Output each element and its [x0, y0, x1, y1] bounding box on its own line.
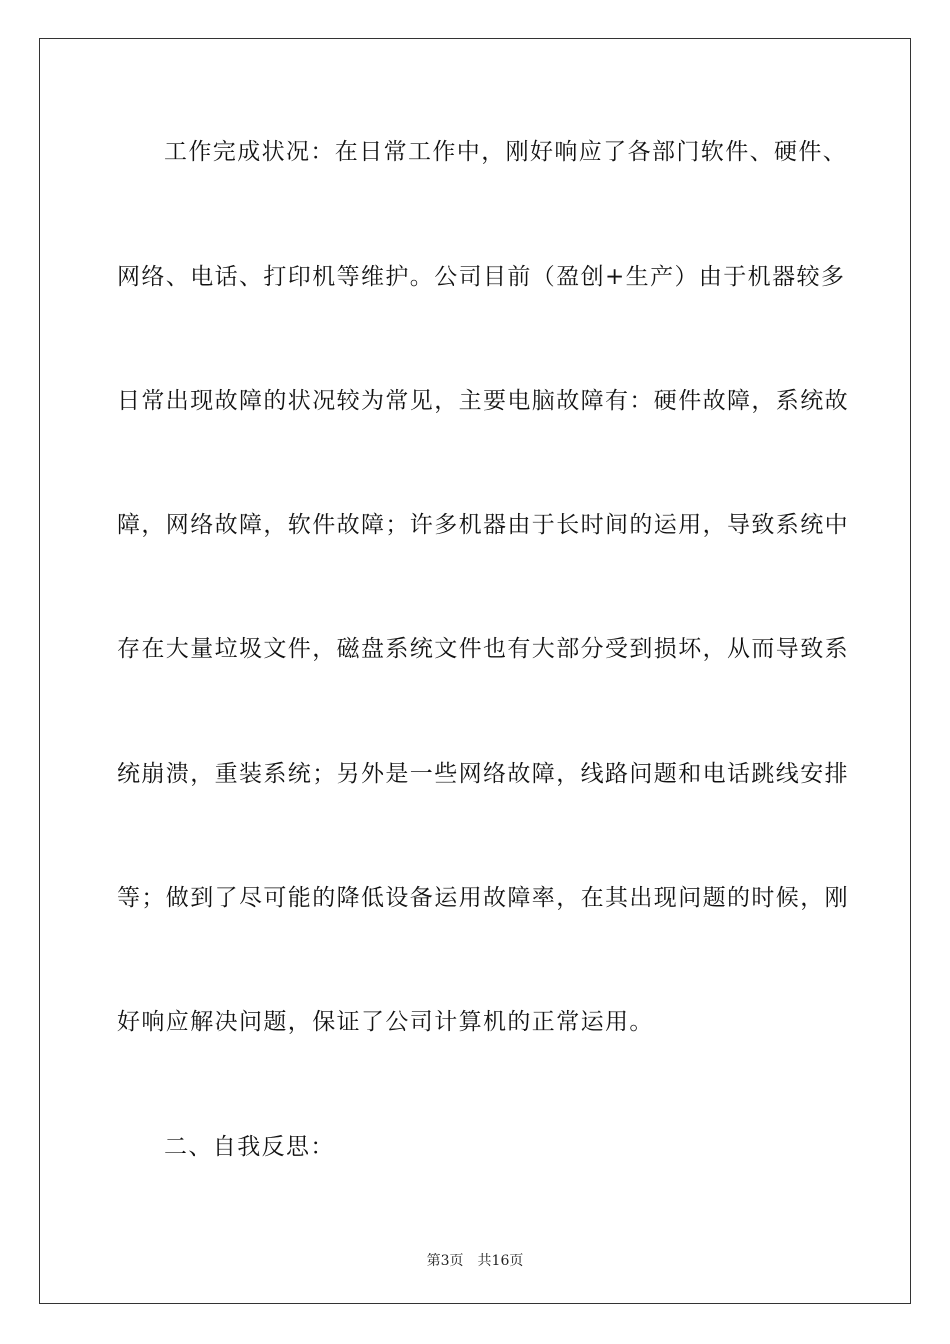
paragraph-line: 工作完成状况：在日常工作中，刚好响应了各部门软件、硬件、 — [164, 139, 848, 165]
page-border — [39, 38, 911, 1304]
paragraph-line: 障，网络故障，软件故障；许多机器由于长时间的运用，导致系统中 — [117, 512, 849, 538]
paragraph-line: 等；做到了尽可能的降低设备运用故障率，在其出现问题的时候，刚 — [117, 885, 849, 911]
page-number: 第3页 — [426, 1253, 464, 1269]
paragraph-line: 存在大量垃圾文件，磁盘系统文件也有大部分受到损坏，从而导致系 — [117, 636, 849, 662]
page-footer — [0, 1250, 950, 1270]
section-heading: 二、自我反思： — [164, 1134, 335, 1160]
page-total: 共16页 — [477, 1253, 524, 1269]
paragraph-line: 好响应解决问题，保证了公司计算机的正常运用。 — [117, 1009, 654, 1035]
paragraph-line: 日常出现故障的状况较为常见，主要电脑故障有：硬件故障，系统故 — [117, 388, 849, 414]
paragraph-line: 统崩溃，重装系统；另外是一些网络故障，线路问题和电话跳线安排 — [117, 761, 849, 787]
paragraph-line: 网络、电话、打印机等维护。公司目前（盈创+生产）由于机器较多 — [117, 264, 846, 290]
